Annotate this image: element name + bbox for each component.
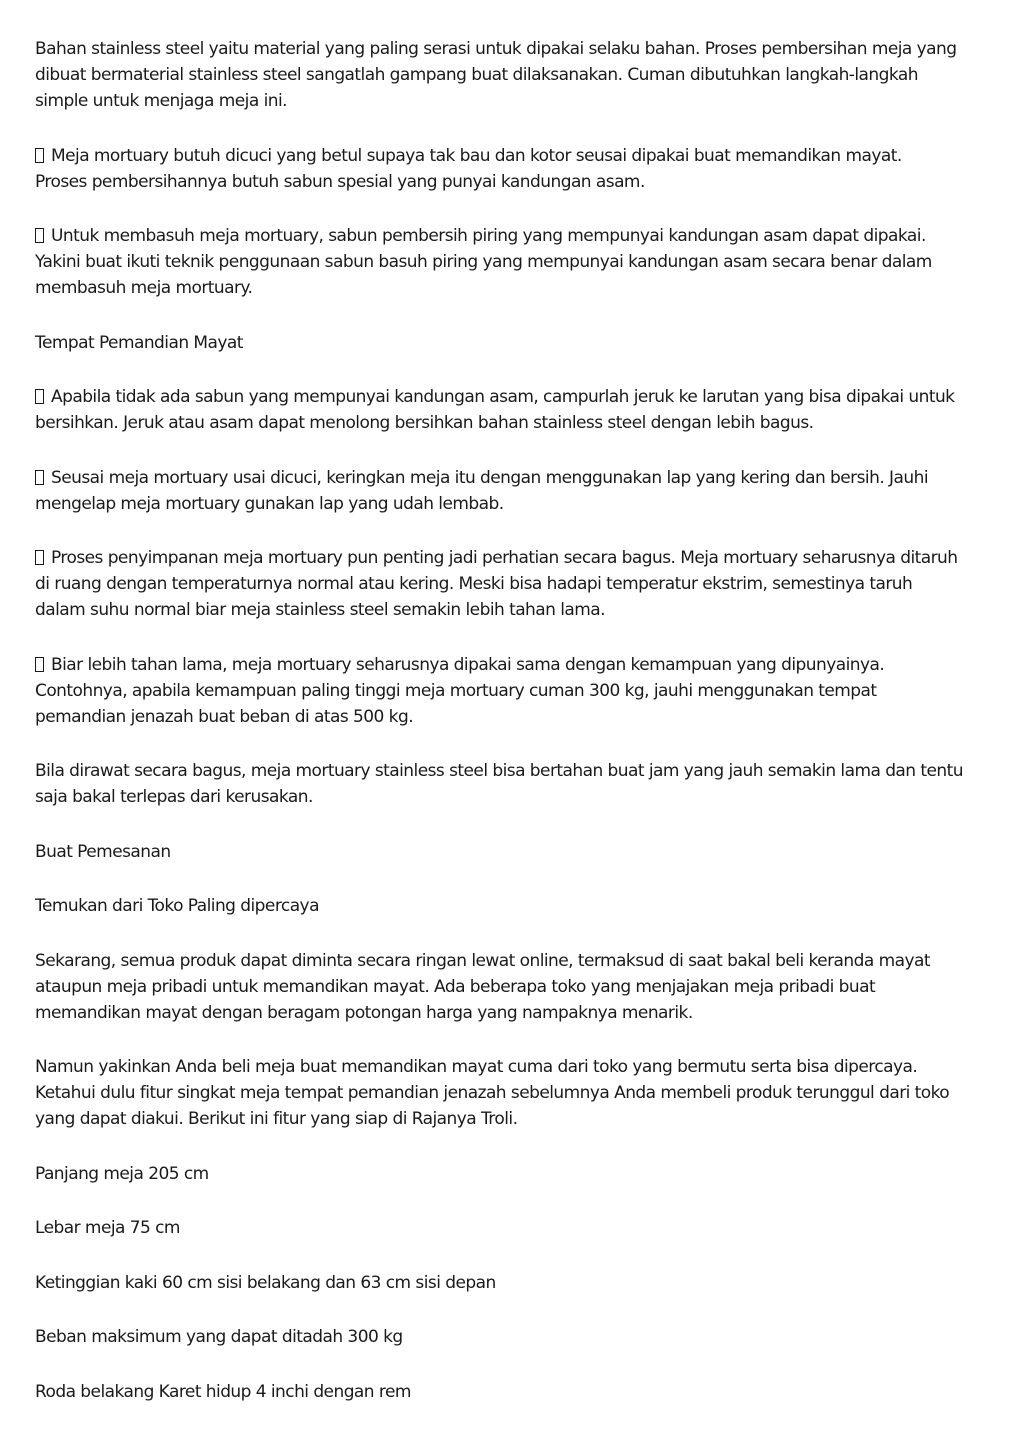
spec-item-width: Lebar meja 75 cm <box>35 1218 180 1238</box>
section-heading: Buat Pemesanan <box>35 841 171 862</box>
paragraph-online-purchase: Sekarang, semua produk dapat diminta secara ringan lewat online, termaksud di saat bakal beli keranda mayat ataupun meja pribadi untuk memandikan mayat. Ada beberapa toko yang menjajakan meja pribadi buat memandikan mayat dengan beragam potongan harga yang nampaknya menarik. <box>35 950 930 1023</box>
spec-item-length: Panjang meja 205 cm <box>35 1163 209 1184</box>
bullet-paragraph: Untuk membasuh meja mortuary, sabun pembersih piring yang mempunyai kandungan asam dapat dipakai. Yakini buat ikuti teknik penggunaan sabun basuh piring yang mempunyai kandungan asam secara benar dalam membasuh meja mortuary. <box>35 226 932 298</box>
section-heading: Temukan dari Toko Paling dipercaya <box>35 896 319 916</box>
paragraph-care-summary: Bila dirawat secara bagus, meja mortuary stainless steel bisa bertahan buat jam yang jauh semakin lama dan tentu saja bakal terlepas dari kerusakan. <box>35 761 963 807</box>
missing-glyph-bullet-icon <box>35 389 44 404</box>
bullet-paragraph: Proses penyimpanan meja mortuary pun penting jadi perhatian secara bagus. Meja mortuary seharusnya ditaruh di ruang dengan temperaturnya normal atau kering. Meski bisa hadapi temperatur ekstrim, semestinya taruh dalam suhu normal biar meja stainless steel semakin lebih tahan lama. <box>35 548 958 620</box>
bullet-paragraph: Apabila tidak ada sabun yang mempunyai kandungan asam, campurlah jeruk ke larutan yang bisa dipakai untuk bersihkan. Jeruk atau asam dapat menolong bersihkan bahan stainless steel dengan lebih bagus. <box>35 387 955 433</box>
paragraph-trusted-store: Namun yakinkan Anda beli meja buat memandikan mayat cuma dari toko yang bermutu serta bisa dipercaya. Ketahui dulu fitur singkat meja tempat pemandian jenazah sebelumnya Anda membeli produk terunggul dari toko yang dapat diakui. Berikut ini fitur yang siap di Rajanya Troli. <box>35 1057 950 1129</box>
document-body <box>35 36 995 1433</box>
missing-glyph-bullet-icon <box>35 228 44 243</box>
spec-item-rear-wheels: Roda belakang Karet hidup 4 inchi dengan rem <box>35 1381 411 1402</box>
section-heading: Tempat Pemandian Mayat <box>35 332 243 353</box>
missing-glyph-bullet-icon <box>35 657 44 672</box>
spec-item-max-load: Beban maksimum yang dapat ditadah 300 kg <box>35 1327 403 1347</box>
bullet-paragraph: Seusai meja mortuary usai dicuci, keringkan meja itu dengan menggunakan lap yang kering dan bersih. Jauhi mengelap meja mortuary gunakan lap yang udah lembab. <box>35 467 928 514</box>
missing-glyph-bullet-icon <box>35 148 44 163</box>
spec-item-leg-height: Ketinggian kaki 60 cm sisi belakang dan 63 cm sisi depan <box>35 1272 496 1293</box>
bullet-paragraph: Meja mortuary butuh dicuci yang betul supaya tak bau dan kotor seusai dipakai buat memandikan mayat. Proses pembersihannya butuh sabun spesial yang punyai kandungan asam. <box>35 145 902 192</box>
bullet-paragraph: Biar lebih tahan lama, meja mortuary seharusnya dipakai sama dengan kemampuan yang dipunyainya. Contohnya, apabila kemampuan paling tinggi meja mortuary cuman 300 kg, jauhi menggunakan tempat pemandian jenazah buat beban di atas 500 kg. <box>35 654 885 727</box>
missing-glyph-bullet-icon <box>35 550 44 565</box>
paragraph-intro: Bahan stainless steel yaitu material yang paling serasi untuk dipakai selaku bahan. Proses pembersihan meja yang dibuat bermaterial stainless steel sangatlah gampang buat dilaksanakan. Cuman dibutuhkan langkah-langkah simple untuk menjaga meja ini. <box>35 39 957 111</box>
missing-glyph-bullet-icon <box>35 470 44 485</box>
